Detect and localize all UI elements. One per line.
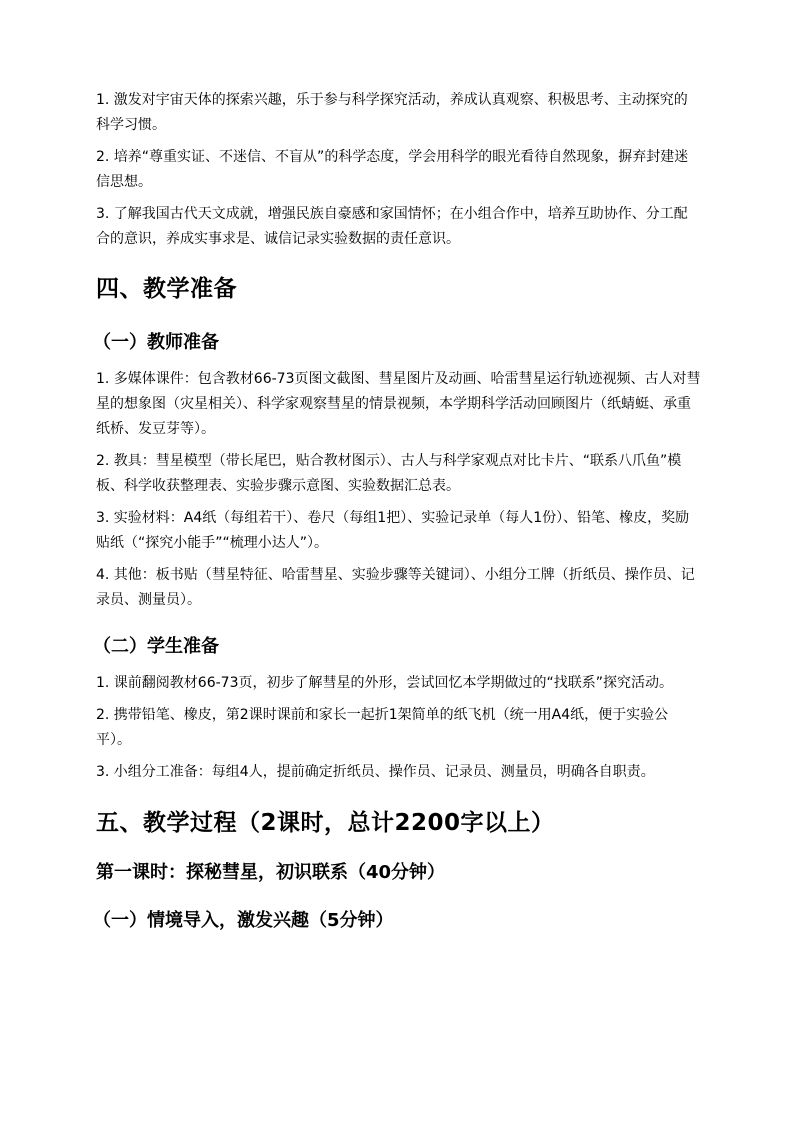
list-item: 4. 其他：板书贴（彗星特征、哈雷彗星、实验步骤等关键词）、小组分工牌（折纸员、操作员、记录员、测量员）。 xyxy=(96,567,695,608)
teacher-preparation-list xyxy=(96,367,701,613)
student-preparation-list xyxy=(96,671,701,785)
list-item: 1. 课前翻阅教材66-73页，初步了解彗星的外形，尝试回忆本学期做过的“找联系”探究活动。 xyxy=(96,675,673,691)
list-item: 3. 小组分工准备：每组4人，提前确定折纸员、操作员、记录员、测量员，明确各自职责。 xyxy=(96,764,655,780)
list-item: 3. 实验材料：A4纸（每组若干）、卷尺（每组1把）、实验记录单（每人1份）、铅笔、橡皮，奖励贴纸（“探究小能手”“梳理小达人”）。 xyxy=(96,510,690,551)
section3-list xyxy=(96,88,701,252)
part-one-title: （一）情境导入，激发兴趣（5分钟） xyxy=(93,910,394,931)
subsection-heading-student-preparation: （二）学生准备 xyxy=(93,636,219,657)
list-item: 1. 多媒体课件：包含教材66-73页图文截图、彗星图片及动画、哈雷彗星运行轨迹视频、古人对彗星的想象图（灾星相关）、科学家观察彗星的情景视频，本学期科学活动回顾图片（纸蜻蜓、承重纸桥、发豆芽等）。 xyxy=(96,371,701,437)
list-item: 2. 培养“尊重实证、不迷信、不盲从”的科学态度，学会用科学的眼光看待自然现象，摒弃封建迷信思想。 xyxy=(96,149,689,190)
lesson-one-title: 第一课时：探秘彗星，初识联系（40分钟） xyxy=(96,862,446,883)
list-item: 3. 了解我国古代天文成就，增强民族自豪感和家国情怀；在小组合作中，培养互助协作、分工配合的意识，养成实事求是、诚信记录实验数据的责任意识。 xyxy=(96,206,688,247)
list-item: 2. 携带铅笔、橡皮，第2课时课前和家长一起折1架简单的纸飞机（统一用A4纸，便于实验公平）。 xyxy=(96,707,669,748)
document-body xyxy=(93,88,701,935)
section-heading-teaching-process: 五、教学过程（2课时，总计2200字以上） xyxy=(96,810,555,836)
subsection-heading-teacher-preparation: （一）教师准备 xyxy=(93,332,219,353)
list-item: 1. 激发对宇宙天体的探索兴趣，乐于参与科学探究活动，养成认真观察、积极思考、主动探究的科学习惯。 xyxy=(96,92,688,133)
section-heading-teaching-preparation: 四、教学准备 xyxy=(96,276,237,302)
list-item: 2. 教具：彗星模型（带长尾巴，贴合教材图示）、古人与科学家观点对比卡片、“联系八爪鱼”模板、科学收获整理表、实验步骤示意图、实验数据汇总表。 xyxy=(96,453,682,494)
